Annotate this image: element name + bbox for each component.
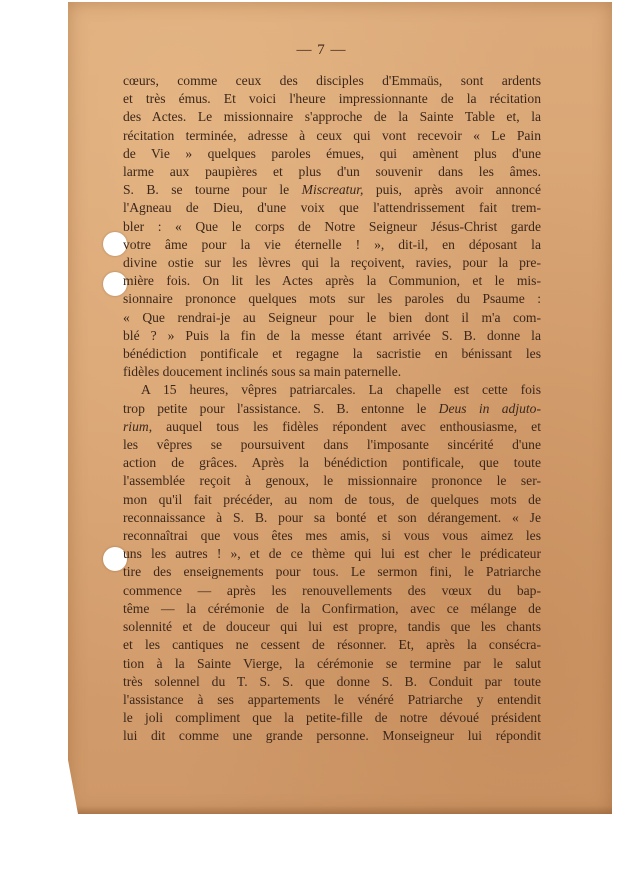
text-line: larme aux paupières et plus d'un souvenir dans les âmes. xyxy=(123,164,541,180)
text-line: fidèles doucement inclinés sous sa main paternelle. xyxy=(123,364,402,380)
text-line: tire des enseignements pour tous. Le sermon fini, le Patriarche xyxy=(123,564,541,580)
text-segment: puis, après avoir annoncé xyxy=(363,182,541,198)
text-segment: trop petite pour l'assistance. S. B. entonne le xyxy=(123,400,439,416)
text-line xyxy=(123,418,541,436)
text-line: cœurs, comme ceux des disciples d'Emmaüs, sont ardents xyxy=(123,73,541,88)
text-line: divine ostie sur les lèvres qui la reçoivent, ravies, pour la pre- xyxy=(123,255,541,271)
text-line: l'assemblée reçoit à genoux, le missionnaire prononce le ser- xyxy=(123,473,541,489)
text-line: de Vie » quelques paroles émues, qui amènent plus d'une xyxy=(123,145,541,161)
text-line: A 15 heures, vêpres patriarcales. La chapelle est cette fois xyxy=(141,382,541,398)
text-line: mon qu'il fait précéder, au nom de tous, de quelques mots de xyxy=(123,491,541,507)
text-line: les vêpres se poursuivent dans l'imposante sincérité d'une xyxy=(123,437,541,453)
text-line: l'Agneau de Dieu, d'une voix que l'attendrissement fait trem- xyxy=(123,200,541,216)
text-line: commence — après les renouvellements des vœux du bap- xyxy=(123,582,541,598)
text-line: tion à la Sainte Vierge, la cérémonie se termine par le salut xyxy=(123,655,541,671)
text-segment: , auquel tous les fidèles répondent avec enthousiasme, et xyxy=(148,418,541,434)
text-line: votre âme pour la vie éternelle ! », dit-il, en déposant la xyxy=(123,236,541,252)
text-line: sionnaire prononce quelques mots sur les paroles du Psaume : xyxy=(123,291,541,307)
text-line: tême — la cérémonie de la Confirmation, avec ce mélange de xyxy=(123,600,541,616)
text-line: action de grâces. Après la bénédiction pontificale, que toute xyxy=(123,455,541,471)
italic-text: Miscreatur, xyxy=(301,182,364,198)
text-line: lui dit comme une grande personne. Monseigneur lui répondit xyxy=(123,728,541,744)
text-line: et très émus. Et voici l'heure impressionnante de la récitation xyxy=(123,91,541,107)
text-line: uns les autres ! », et de ce thème qui lui est cher le prédicateur xyxy=(123,546,541,562)
text-line: le joli compliment que la petite-fille de notre dévoué président xyxy=(123,710,541,726)
text-segment: S. B. se tourne pour le xyxy=(123,182,302,198)
page-number: — 7 — xyxy=(296,42,347,58)
text-line xyxy=(123,181,541,199)
text-line: « Que rendrai-je au Seigneur pour le bien dont il m'a com- xyxy=(123,309,541,325)
text-line: reconnaissance à S. B. pour sa bonté et son dérangement. « Je xyxy=(123,509,541,525)
text-line: récitation terminée, adresse à ceux qui vont recevoir « Le Pain xyxy=(123,127,541,143)
italic-text: rium xyxy=(123,418,149,434)
torn-corner xyxy=(68,760,78,814)
text-line: blé ? » Puis la fin de la messe étant arrivée S. B. donne la xyxy=(123,327,541,343)
text-line: reconnaîtrai que vous êtes mes amis, si vous vous aimez les xyxy=(123,528,541,544)
text-line: mière fois. On lit les Actes après la Communion, et le mis- xyxy=(123,273,541,289)
text-line: l'assistance à ses appartements le vénéré Patriarche y entendit xyxy=(123,691,541,707)
body-text xyxy=(123,72,541,746)
text-line: bénédiction pontificale et regagne la sacristie en bénissant les xyxy=(123,346,541,362)
text-line: bler : « Que le corps de Notre Seigneur Jésus-Christ garde xyxy=(123,218,541,234)
text-line: très solennel du T. S. S. que donne S. B. Conduit par toute xyxy=(123,673,541,689)
text-line xyxy=(123,400,541,418)
text-line: solennité et de douceur qui lui est propre, tandis que les chants xyxy=(123,619,541,635)
italic-text: Deus in adjuto- xyxy=(438,400,541,416)
text-line: et les cantiques ne cessent de résonner. Et, après la consécra- xyxy=(123,637,541,653)
text-line: des Actes. Le missionnaire s'approche de la Sainte Table et, la xyxy=(123,109,541,125)
